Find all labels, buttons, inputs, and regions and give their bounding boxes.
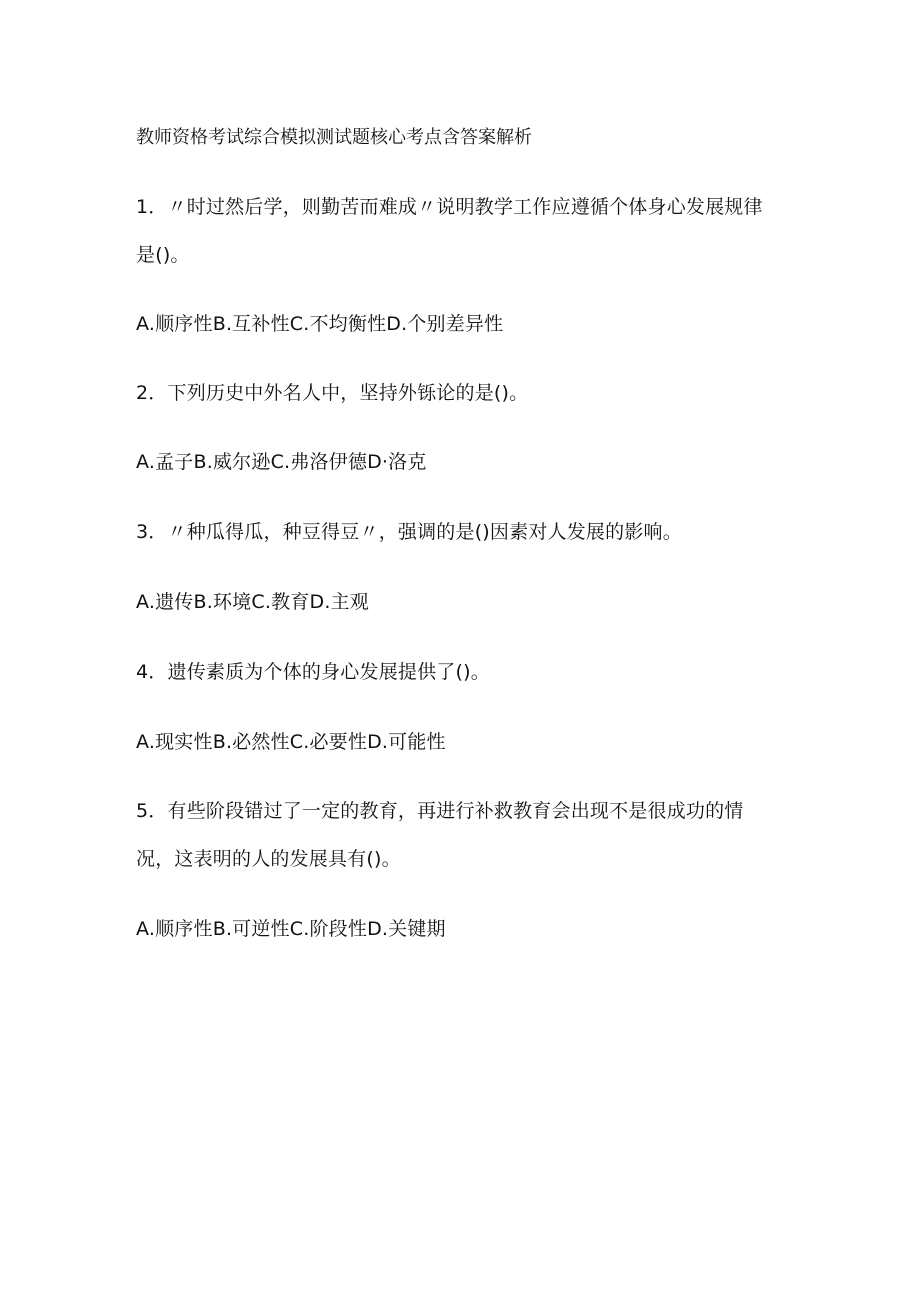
question-4-options: A.现实性B.必然性C.必要性D.可能性: [136, 731, 446, 753]
question-1-options: A.顺序性B.互补性C.不均衡性D.个别差异性: [136, 313, 504, 335]
document-title: 教师资格考试综合模拟测试题核心考点含答案解析: [136, 127, 532, 148]
question-2-options: A.孟子B.威尔逊C.弗洛伊德D·洛克: [136, 451, 427, 473]
question-3-stem: 3．〃种瓜得瓜，种豆得豆〃，强调的是()因素对人发展的影响。: [136, 521, 682, 543]
question-4-stem: 4．遗传素质为个体的身心发展提供了()。: [136, 661, 490, 683]
question-1-stem-line-1: 1．〃时过然后学，则勤苦而难成〃说明教学工作应遵循个体身心发展规律: [136, 196, 763, 218]
question-2-stem: 2．下列历史中外名人中，坚持外铄论的是()。: [136, 382, 529, 404]
question-5-stem-line-2: 况，这表明的人的发展具有()。: [136, 848, 401, 870]
question-5-options: A.顺序性B.可逆性C.阶段性D.关键期: [136, 918, 446, 940]
question-1-stem-line-2: 是()。: [136, 244, 190, 266]
question-3-options: A.遗传B.环境C.教育D.主观: [136, 591, 369, 613]
question-5-stem-line-1: 5．有些阶段错过了一定的教育，再进行补救教育会出现不是很成功的情: [136, 800, 744, 822]
